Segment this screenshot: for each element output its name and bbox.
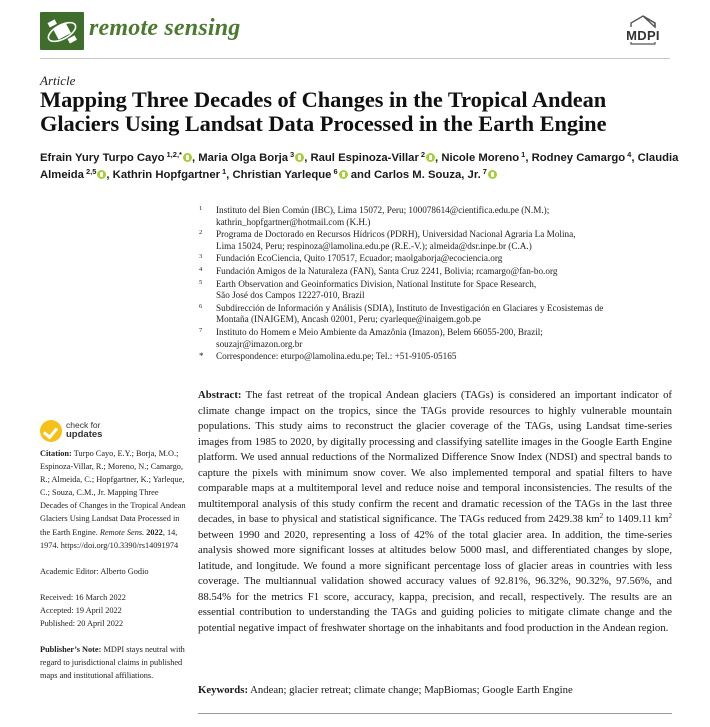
author-affiliation-ref: 4 xyxy=(627,150,632,159)
affiliation-line: Lima 15024, Peru; respinoza@lamolina.edu.pe (R.E.-V.); almeida@dsr.inpe.br (C.A.) xyxy=(216,240,532,251)
author-affiliation-ref: 1 xyxy=(521,150,526,159)
abstract: Abstract: The fast retreat of the tropical Andean glaciers (TAGs) is considered an important indicator of climate change impact on the tropics, since the TAGs provide resources to highly vulnerable mountain populations. This study aims to reconstruct the glacier coverage of the TAGs, using Landsat time-series images from 1985 to 2020, by digitally processing and classifying satellite images in the Google Earth Engine platform. We used annual reductions of the Normalized Difference Snow Index (NDSI) and spectral bands to capture the pixels with minimum snow cover. We also implemented temporal and spatial filters to have comparable maps at a multitemporal level and reduce noise and temporal inconsistencies. The results of the multitemporal analysis of this study confirm the recent and dramatic recession of the TAGs in the last three decades, in base to physical and statistical significance. The TAGs reduced from 2429.38 $km^2$ to 1409.11 $km^2$ between 1990 and 2020, representing a loss of 42% of the total glacier area. In addition, the time-series analysis showed more significant losses at altitudes below 5000 masl, and differentiated changes by slope, latitude, and longitude. We found a more significant percentage loss of glacier areas in countries with less coverage. The multiannual validation showed accuracy values of 92.81%, 96.32%, 90.32%, 97.56%, and 88.54% for the metrics F1 score, accuracy, kappa, precision, and recall, respectively. The results are an essential contribution to understanding the TAGs and guiding policies to mitigate climate change and the potential negative impact of freshwater shortage on the inhabitants and food production in the Andean region. xyxy=(198,389,672,634)
orcid-icon[interactable] xyxy=(183,153,192,162)
journal-name: remote sensing xyxy=(89,15,241,41)
author-list: Efrain Yury Turpo Cayo $^{1,2,*}$ , Maria Olga Borja $^3$ , Raul Espinoza-Villar $^2$ , Nicole Moreno $^1$, Rodney Camargo $^4$, Claudia Almeida $^{2,5}$ , Kathrin Hopfgartner $^1$, Christian Yarleque $^6$ and Carlos M. Souza, Jr. $^7$ xyxy=(40,150,679,181)
author-name[interactable]: Kathrin Hopfgartner xyxy=(112,169,220,181)
affiliation-number: * xyxy=(199,351,204,362)
citation: Citation: Turpo Cayo, E.Y.; Borja, M.O.; Espinoza-Villar, R.; Moreno, N.; Camargo, R.; Almeida, C.; Hopfgartner, K.; Yarleque, C.; Souza, C.M., Jr. Mapping Three Decades of Changes in the Tropical Andean Glaciers Using Landsat Data Processed in the Earth Engine. Remote Sens. 2022, 14, 1974. https://doi.org/10.3390/rs14091974 xyxy=(40,449,186,550)
affiliation-item xyxy=(199,205,679,228)
affiliation-line: Fundación Amigos de la Naturaleza (FAN), Santa Cruz 2241, Bolivia; rcamargo@fan-bo.org xyxy=(216,265,558,276)
affiliation-line: Instituto del Bien Común (IBC), Lima 15072, Peru; 100078614@cientifica.edu.pe (N.M.); xyxy=(216,205,550,215)
accepted-date: Accepted: 19 April 2022 xyxy=(40,605,122,615)
affiliation-line: Fundación EcoCiencia, Quito 170517, Ecuador; maolgaborja@ecociencia.org xyxy=(216,253,503,264)
author-affiliation-ref: 7 xyxy=(482,167,487,176)
affiliation-line: Correspondence: eturpo@lamolina.edu.pe; Tel.: +51-9105-05165 xyxy=(216,351,457,362)
orcid-icon[interactable] xyxy=(426,153,435,162)
keywords-text: Andean; glacier retreat; climate change; MapBiomas; Google Earth Engine xyxy=(250,684,573,696)
article-type: Article xyxy=(40,73,76,88)
publisher-logo xyxy=(618,15,668,45)
affiliation-number: 6 xyxy=(199,302,203,310)
journal-logo-icon xyxy=(40,12,84,50)
author-name[interactable]: Claudia Almeida xyxy=(40,152,679,181)
orcid-icon[interactable] xyxy=(488,170,497,179)
affiliation-line: Montaña (INAIGEM), Ancash 02001, Peru; cyarleque@inaigem.gob.pe xyxy=(216,314,481,325)
article-info-sidebar xyxy=(40,447,188,682)
academic-editor: Academic Editor: Alberto Godio xyxy=(40,566,149,576)
author-affiliation-ref: 2,5 xyxy=(85,167,97,176)
affiliation-item xyxy=(199,279,679,302)
orcid-icon[interactable] xyxy=(295,153,304,162)
header-divider xyxy=(40,58,670,59)
author-affiliation-ref: 2 xyxy=(420,150,426,159)
check-updates-text: check for updates xyxy=(66,420,103,440)
author-name[interactable]: Nicole Moreno xyxy=(441,152,520,164)
publisher-name: MDPI xyxy=(626,28,660,43)
check-for-updates-badge[interactable] xyxy=(40,418,120,442)
affiliation-line: Programa de Doctorado en Recursos Hídricos (PDRH), Universidad Nacional Agraria La Molina, xyxy=(216,229,576,240)
author-affiliation-ref: 1 xyxy=(222,167,227,176)
published-date: Published: 20 April 2022 xyxy=(40,619,124,629)
affiliation-number: 3 xyxy=(199,253,203,261)
checkmark-icon xyxy=(40,420,62,442)
affiliation-line: kathrin_hopfgartner@hotmail.com (K.H.) xyxy=(216,216,371,227)
affiliation-number: 2 xyxy=(199,229,203,237)
author-name[interactable]: Christian Yarleque xyxy=(232,169,332,181)
affiliation-line: souzajr@imazon.org.br xyxy=(216,338,303,349)
affiliation-number: 4 xyxy=(199,265,203,273)
affiliation-item xyxy=(199,266,679,278)
affiliation-item xyxy=(199,303,679,326)
author-name[interactable]: Efrain Yury Turpo Cayo xyxy=(40,152,165,164)
affiliation-number: 1 xyxy=(199,205,203,212)
author-name[interactable]: Raul Espinoza-Villar xyxy=(310,152,419,164)
abstract-divider xyxy=(198,713,672,714)
keywords-label: Keywords: xyxy=(198,684,249,696)
abstract-label: Abstract: xyxy=(198,389,242,401)
affiliation-item xyxy=(199,351,679,363)
affiliation-line: Instituto do Homem e Meio Ambiente da Amazônia (Imazon), Belem 66055-200, Brazil; xyxy=(216,326,543,337)
author-affiliation-ref: 6 xyxy=(333,167,338,176)
affiliation-item xyxy=(199,253,679,265)
affiliation-line: São José dos Campos 12227-010, Brazil xyxy=(216,290,365,301)
author-affiliation-ref: 3 xyxy=(290,150,295,159)
affiliation-list xyxy=(199,205,679,364)
publisher-note: Publisher’s Note: MDPI stays neutral with regard to jurisdictional claims in published maps and institutional affiliations. xyxy=(40,645,185,681)
received-date: Received: 16 March 2022 xyxy=(40,592,126,602)
affiliation-item xyxy=(199,229,679,252)
article-title: Mapping Three Decades of Changes in the Tropical Andean Glaciers Using Landsat Data Processed in the Earth Engine xyxy=(40,87,607,136)
author-name[interactable]: Maria Olga Borja xyxy=(198,152,289,164)
author-affiliation-ref: 1,2,* xyxy=(166,150,182,159)
affiliation-line: Earth Observation and Geoinformatics Division, National Institute for Space Research, xyxy=(216,278,537,289)
author-name[interactable]: Rodney Camargo xyxy=(531,152,626,164)
keywords xyxy=(198,683,672,697)
affiliation-number: 7 xyxy=(199,326,203,334)
affiliation-line: Subdirección de Información y Análisis (SDIA), Instituto de Investigación en Glaciares y Ecosistemas de xyxy=(216,302,604,313)
doi-link[interactable]: , 14, 1974. https://doi.org/10.3390/rs14091974 xyxy=(40,527,179,550)
affiliation-number: 5 xyxy=(199,278,203,286)
orcid-icon[interactable] xyxy=(339,170,348,179)
affiliation-item xyxy=(199,327,679,350)
author-name[interactable]: Carlos M. Souza, Jr. xyxy=(374,169,481,181)
